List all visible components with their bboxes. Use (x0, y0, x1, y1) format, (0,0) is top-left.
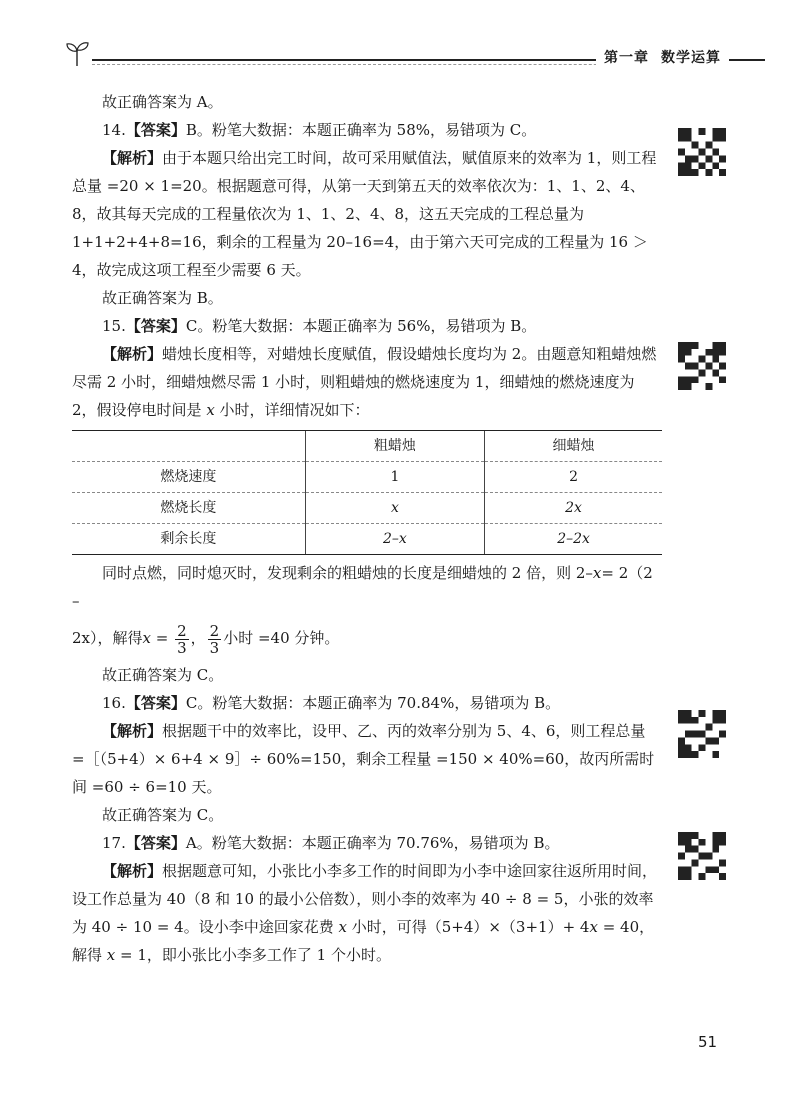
q16-analysis: 【解析】根据题干中的效率比，设甲、乙、丙的效率分别为 5、4、6，则工程总量 =［（5+4）× 6+4 × 9］÷ 60%=150，剩余工程量 =150 × 40%=60，故丙所需时间 =60 ÷ 6=10 天。 (72, 722, 655, 796)
q15-solution: 同时点燃，同时熄灭时，发现剩余的粗蜡烛的长度是细蜡烛的 2 倍，则 2–x= 2（2 – (72, 564, 653, 610)
chapter-label: 第一章 (604, 50, 649, 66)
q16-conclusion: 故正确答案为 C。 (102, 806, 224, 824)
q15-answer: 15.【答案】C。粉笔大数据：本题正确率为 56%，易错项为 B。 (102, 317, 537, 335)
q17-answer: 17.【答案】A。粉笔大数据：本题正确率为 70.76%，易错项为 B。 (102, 834, 560, 852)
table-header-row: 粗蜡烛 细蜡烛 (72, 431, 662, 462)
page-body (72, 88, 662, 969)
page-number: 51 (698, 1033, 718, 1051)
page-header (60, 38, 765, 74)
q15-analysis: 【解析】蜡烛长度相等，对蜡烛长度赋值，假设蜡烛长度均为 2。由题意知粗蜡烛燃尽需 2 小时，细蜡烛燃尽需 1 小时，则粗蜡烛的燃烧速度为 1，细蜡烛的燃烧速度为 2，假设停电时间是 x 小时，详细情况如下： (72, 345, 657, 419)
qr-code-icon[interactable] (678, 342, 726, 390)
table-row: 燃烧速度 1 2 (72, 462, 662, 493)
chapter-name: 数学运算 (661, 50, 721, 66)
q14-conclusion: 故正确答案为 B。 (102, 289, 223, 307)
q17-analysis: 【解析】根据题意可知，小张比小李多工作的时间即为小李中途回家往返所用时间，设工作总量为 40（8 和 10 的最小公倍数），则小李的效率为 40 ÷ 8 = 5，小张的效率为 40 ÷ 10 = 4。设小李中途回家花费 x 小时，可得（5+4）×（3+1）+ 4x = 40，解得 x = 1，即小张比小李多工作了 1 个小时。 (72, 862, 658, 964)
qr-code-icon[interactable] (678, 832, 726, 880)
sprout-icon (64, 38, 90, 68)
q14-analysis: 【解析】由于本题只给出完工时间，故可采用赋值法，赋值原来的效率为 1，则工程总量 =20 × 1=20。根据题意可得，从第一天到第五天的效率依次为：1、1、2、4、8，故其每天完成的工程量依次为 1、1、2、4、8，这五天完成的工程总量为 1+1+2+4+8=16，剩余的工程量为 20–16=4，由于第六天可完成的工程量为 16 ＞ 4，故完成这项工程至少需要 6 天。 (72, 149, 657, 279)
chapter-title (596, 47, 729, 67)
qr-code-icon[interactable] (678, 128, 726, 176)
table-row: 燃烧长度 x 2x (72, 493, 662, 524)
candle-table (72, 430, 662, 555)
qr-code-icon[interactable] (678, 710, 726, 758)
q14-answer: 14.【答案】B。粉笔大数据：本题正确率为 58%，易错项为 C。 (102, 121, 537, 139)
fraction-two-thirds: $\frac{2}{3}$ (177, 621, 187, 657)
table-row: 剩余长度 2–x 2–2x (72, 524, 662, 555)
q16-answer: 16.【答案】C。粉笔大数据：本题正确率为 70.84%，易错项为 B。 (102, 694, 561, 712)
fraction-two-thirds: $\frac{2}{3}$ (209, 621, 220, 657)
q15-solution-cont: 2x），解得x = $\frac{2}{3}$ ， $\frac{2}{3}$ 小时 =40 分钟。 (72, 621, 340, 657)
header-dashed-rule (92, 64, 652, 65)
paragraph-conclusion-13: 故正确答案为 A。 (102, 93, 223, 111)
q15-conclusion: 故正确答案为 C。 (102, 666, 224, 684)
